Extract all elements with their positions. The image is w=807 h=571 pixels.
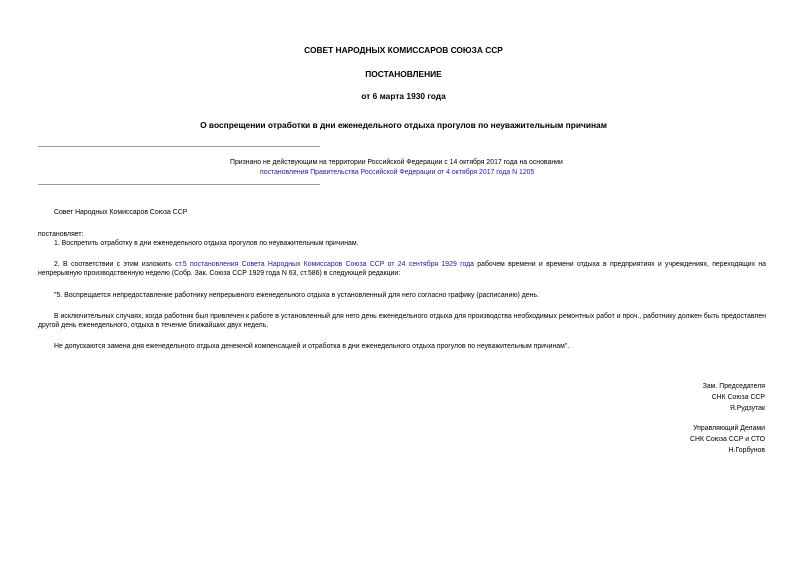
status-top-divider [38,146,320,147]
item-2-prefix: 2. В соответствии с этим изложить [54,261,176,268]
signatory-1-org: СНК Союза ССР [711,394,765,401]
document-date: от 6 марта 1930 года [361,91,446,101]
signatory-2-org: СНК Союза ССР и СТО [690,436,765,443]
item-2 [38,260,766,278]
document-type: ПОСТАНОВЛЕНИЕ [365,69,442,79]
issuer-text: Совет Народных Комиссаров Союза ССР [54,209,188,216]
item-2-link[interactable]: ст.5 постановления Совета Народных Комиссаров Союза ССР от 24 сентября 1929 года [175,261,474,268]
quote-paragraph-3: Не допускаются замена дня еженедельного отдыха денежной компенсацией и отработка в дни еженедельного отдыха прогулов по неуважительным причинам". [54,343,570,350]
repeal-decree-link[interactable]: постановления Правительства Российской Федерации от 4 октября 2017 года N 1205 [260,169,535,176]
resolves-text: постановляет: [38,231,84,238]
issuing-authority: СОВЕТ НАРОДНЫХ КОМИССАРОВ СОЮЗА ССР [304,45,503,55]
signatory-1-role: Зам. Председателя [702,383,765,390]
status-note-text: Признано не действующим на территории Российской Федерации с 14 октября 2017 года на основании [230,159,563,166]
status-bottom-divider [38,184,320,185]
item-1: 1. Воспретить отработку в дни еженедельного отдыха прогулов по неуважительным причинам. [54,240,359,247]
signatory-1-name: Я.Рудзутак [729,405,765,412]
quote-paragraph-2: В исключительных случаях, когда работник был привлечен к работе в установленный для него день еженедельного отдыха для производства необходимых ремонтных работ и проч., работнику должен быть предоставлен другой день еженедельного, отдыха в течение ближайших двух недель. [38,313,766,329]
document-title: О воспрещении отработки в дни еженедельного отдыха прогулов по неуважительным причинам [200,120,607,130]
signatory-2-name: Н.Горбунов [728,447,765,454]
signatory-2-role: Управляющий Делами [693,425,765,432]
quote-paragraph-1: "5. Воспрещается непредоставление работнику непрерывного еженедельного отдыха в установленный для него согласно графику (расписанию) день. [54,292,539,299]
item-2-suffix: рабочем времени и времени отдыха в предприятиях и учреждениях, переходящих на непрерывную производственную неделю (Собр. Зак. Союза ССР 1929 года N 63, ст.586) в следующей редакции: [38,261,766,277]
